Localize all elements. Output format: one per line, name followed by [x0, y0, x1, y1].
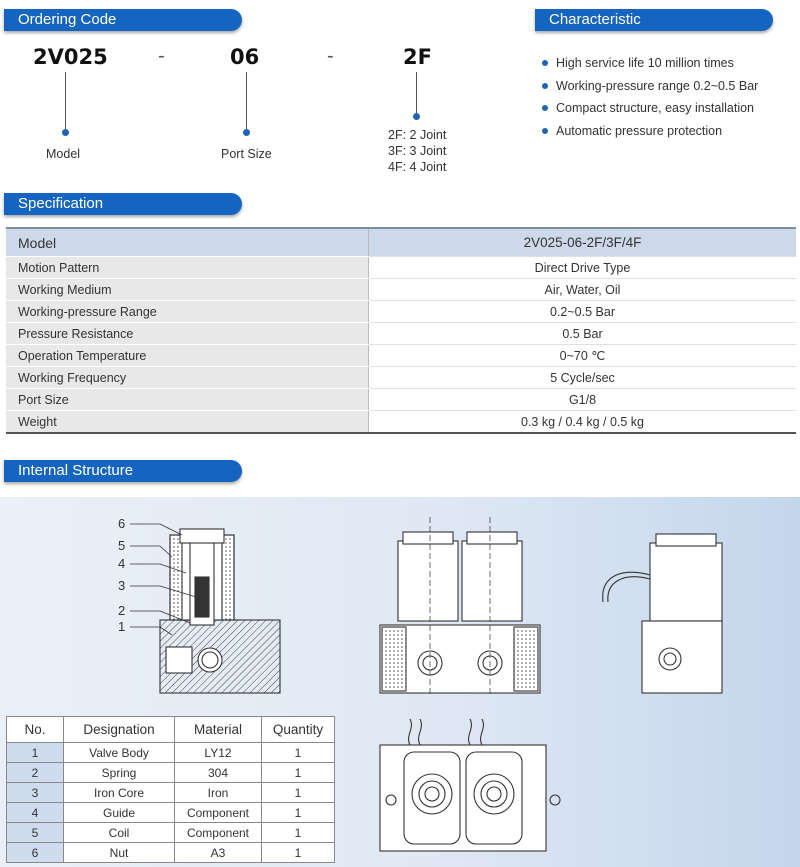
model-leader-dot [62, 129, 69, 136]
sectional-view-drawing [160, 529, 280, 693]
parts-header: Designation [64, 717, 175, 743]
port-code: 06 [230, 45, 260, 69]
part-quantity: 1 [262, 803, 335, 823]
part-material: Component [175, 803, 262, 823]
table-row [7, 843, 335, 863]
spec-value: 0~70 ℃ [369, 345, 797, 367]
specification-table [6, 227, 796, 434]
joint-option: 3F: 3 Joint [388, 144, 447, 158]
spec-value: Air, Water, Oil [369, 279, 797, 301]
spec-value: G1/8 [369, 389, 797, 411]
table-row [6, 345, 796, 367]
spec-key: Pressure Resistance [6, 323, 369, 345]
spec-value: 0.2~0.5 Bar [369, 301, 797, 323]
side-view-drawing [603, 534, 722, 693]
code-separator: - [327, 45, 334, 67]
part-quantity: 1 [262, 743, 335, 763]
spec-key: Working Medium [6, 279, 369, 301]
table-row [6, 257, 796, 279]
spec-value: 5 Cycle/sec [369, 367, 797, 389]
table-row [7, 823, 335, 843]
spec-key: Working Frequency [6, 367, 369, 389]
spec-header-value: 2V025-06-2F/3F/4F [369, 228, 797, 257]
spec-header-row [6, 228, 796, 257]
part-designation: Nut [64, 843, 175, 863]
joint-leader-dot [413, 113, 420, 120]
specification-banner: Specification [4, 193, 242, 215]
part-quantity: 1 [262, 823, 335, 843]
part-designation: Valve Body [64, 743, 175, 763]
spec-header-key: Model [6, 228, 369, 257]
part-number: 1 [7, 743, 64, 763]
part-designation: Iron Core [64, 783, 175, 803]
part-number: 3 [7, 783, 64, 803]
characteristic-item: Automatic pressure protection [540, 120, 758, 143]
table-row [6, 323, 796, 345]
port-leader-dot [243, 129, 250, 136]
code-separator: - [158, 45, 165, 67]
ordering-code-banner: Ordering Code [4, 9, 242, 31]
table-row [7, 763, 335, 783]
joint-option: 2F: 2 Joint [388, 128, 447, 142]
characteristic-list [540, 52, 758, 142]
spec-value: 0.3 kg / 0.4 kg / 0.5 kg [369, 411, 797, 434]
parts-header-row [7, 717, 335, 743]
part-number: 4 [7, 803, 64, 823]
parts-header: No. [7, 717, 64, 743]
spec-key: Working-pressure Range [6, 301, 369, 323]
callout-number: 2 [118, 603, 126, 618]
part-number: 6 [7, 843, 64, 863]
model-label: Model [46, 147, 81, 161]
spec-key: Motion Pattern [6, 257, 369, 279]
front-view-drawing [380, 517, 540, 697]
part-quantity: 1 [262, 783, 335, 803]
model-code: 2V025 [33, 45, 108, 69]
table-row [7, 783, 335, 803]
callout-number: 3 [118, 578, 126, 593]
parts-table [6, 716, 335, 863]
part-material: LY12 [175, 743, 262, 763]
port-size-label: Port Size [221, 147, 272, 161]
part-designation: Guide [64, 803, 175, 823]
part-material: Iron [175, 783, 262, 803]
parts-header: Material [175, 717, 262, 743]
table-row [6, 389, 796, 411]
characteristic-item: Compact structure, easy installation [540, 97, 758, 120]
part-quantity: 1 [262, 843, 335, 863]
table-row [6, 411, 796, 434]
callout-number: 4 [118, 556, 126, 571]
part-number: 2 [7, 763, 64, 783]
callout-number: 6 [118, 516, 126, 531]
model-leader-line [65, 72, 66, 130]
internal-structure-banner: Internal Structure [4, 460, 242, 482]
table-row [7, 743, 335, 763]
spec-value: 0.5 Bar [369, 323, 797, 345]
part-designation: Spring [64, 763, 175, 783]
part-material: A3 [175, 843, 262, 863]
characteristic-item: High service life 10 million times [540, 52, 758, 75]
table-row [6, 301, 796, 323]
table-row [6, 367, 796, 389]
characteristic-item: Working-pressure range 0.2~0.5 Bar [540, 75, 758, 98]
spec-key: Weight [6, 411, 369, 434]
callout-number: 5 [118, 538, 126, 553]
joint-leader-line [416, 72, 417, 114]
joint-code: 2F [403, 45, 432, 69]
part-material: Component [175, 823, 262, 843]
part-material: 304 [175, 763, 262, 783]
port-leader-line [246, 72, 247, 130]
joint-option: 4F: 4 Joint [388, 160, 447, 174]
spec-value: Direct Drive Type [369, 257, 797, 279]
callout-number: 1 [118, 619, 126, 634]
part-designation: Coil [64, 823, 175, 843]
parts-header: Quantity [262, 717, 335, 743]
table-row [6, 279, 796, 301]
part-quantity: 1 [262, 763, 335, 783]
characteristic-banner: Characteristic [535, 9, 773, 31]
spec-key: Operation Temperature [6, 345, 369, 367]
table-row [7, 803, 335, 823]
spec-key: Port Size [6, 389, 369, 411]
part-number: 5 [7, 823, 64, 843]
top-view-drawing [380, 719, 560, 851]
